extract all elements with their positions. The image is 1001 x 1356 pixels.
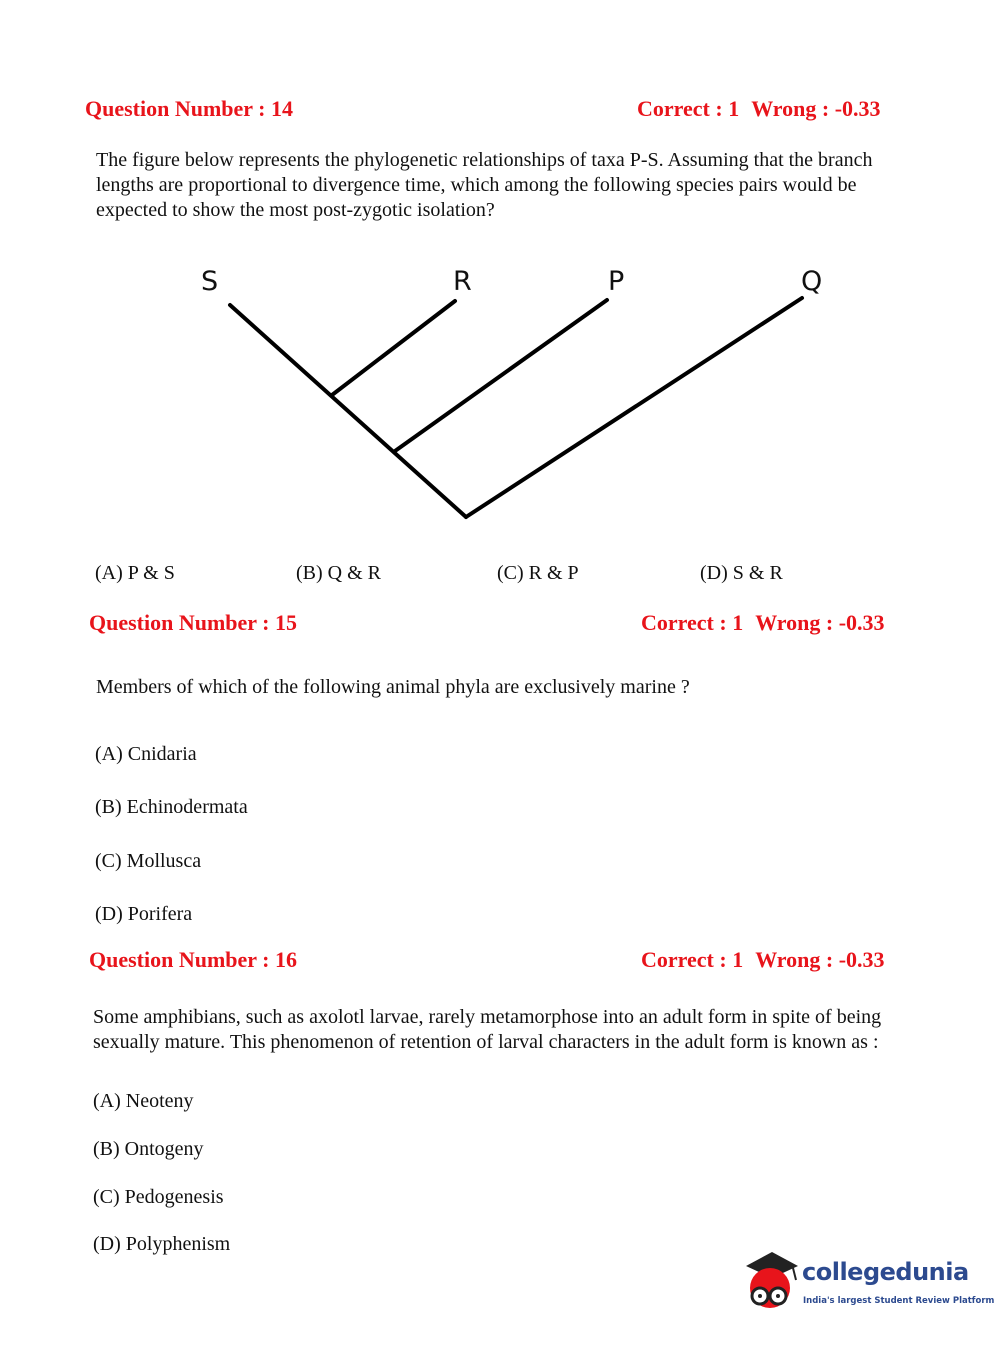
branch-q — [466, 298, 802, 517]
branch-s — [230, 305, 466, 517]
option-a: (A) P & S — [95, 562, 175, 584]
question-number: Question Number : 15 — [89, 610, 297, 635]
correct-mark: Correct : 1 — [641, 610, 744, 635]
option-c: (C) Mollusca — [95, 850, 202, 872]
taxon-s-label: S — [201, 266, 219, 297]
option-c: (C) R & P — [497, 562, 579, 584]
marking-scheme — [641, 610, 897, 636]
option-b: (B) Echinodermata — [95, 796, 248, 818]
option-c: (C) Pedogenesis — [93, 1186, 224, 1208]
wrong-mark: Wrong : -0.33 — [755, 947, 885, 972]
correct-mark: Correct : 1 — [637, 96, 740, 121]
mascot-icon — [740, 1250, 800, 1320]
wrong-mark: Wrong : -0.33 — [751, 96, 881, 121]
question-14-header — [0, 96, 1001, 126]
marking-scheme — [641, 947, 897, 973]
option-a: (A) Neoteny — [93, 1090, 194, 1112]
branch-r — [332, 301, 455, 395]
question-15-header — [0, 610, 1001, 640]
question-number: Question Number : 16 — [89, 947, 297, 972]
question-14-stem: The figure below represents the phylogenetic relationships of taxa P-S. Assuming that the branch lengths are proportional to divergence time, which among the following species pairs would be expected to show the most post-zygotic isolation? — [96, 149, 873, 221]
correct-mark: Correct : 1 — [641, 947, 744, 972]
option-b: (B) Q & R — [296, 562, 381, 584]
option-b: (B) Ontogeny — [93, 1138, 204, 1160]
marking-scheme — [637, 96, 893, 122]
taxon-q-label: Q — [801, 266, 823, 297]
logo-tagline: India's largest Student Review Platform — [803, 1296, 995, 1306]
option-a: (A) Cnidaria — [95, 743, 197, 765]
collegedunia-logo — [740, 1250, 995, 1320]
option-d: (D) Porifera — [95, 903, 193, 925]
question-15-stem: Members of which of the following animal phyla are exclusively marine ? — [96, 676, 690, 698]
question-16-stem: Some amphibians, such as axolotl larvae, rarely metamorphose into an adult form in spite of being sexually mature. This phenomenon of retention of larval characters in the adult form is known as : — [93, 1006, 882, 1053]
option-d: (D) S & R — [700, 562, 783, 584]
option-d: (D) Polyphenism — [93, 1233, 231, 1255]
phylogenetic-tree — [0, 255, 1001, 535]
question-number: Question Number : 14 — [85, 96, 293, 121]
taxon-p-label: P — [608, 266, 625, 297]
taxon-r-label: R — [453, 266, 472, 297]
question-16-header — [0, 947, 1001, 977]
logo-wordmark: collegedunia — [802, 1258, 969, 1286]
wrong-mark: Wrong : -0.33 — [755, 610, 885, 635]
